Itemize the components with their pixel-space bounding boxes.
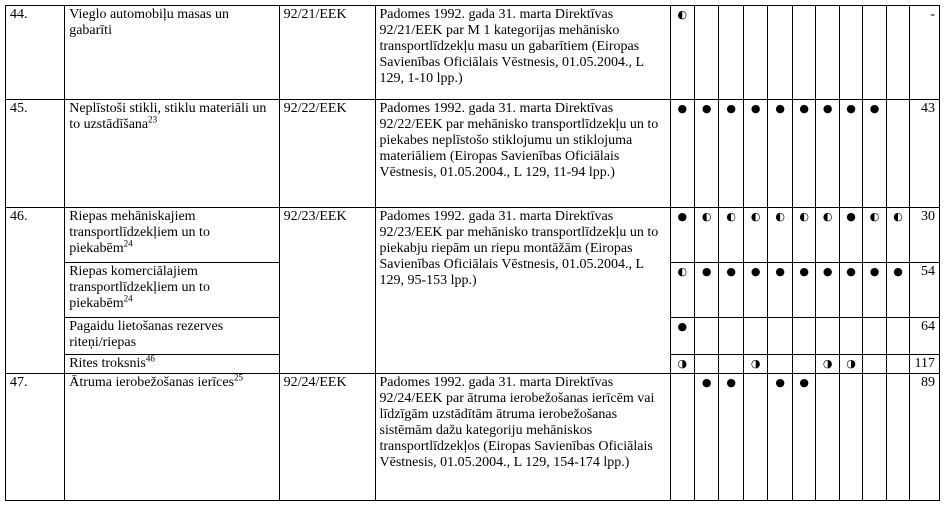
page-number: - bbox=[910, 6, 940, 100]
category-mark: ● bbox=[792, 263, 815, 318]
subject-text: Neplīstoši stikli, stiklu materiāli un to uzstādīšana bbox=[69, 101, 267, 132]
category-mark bbox=[863, 6, 886, 100]
category-mark bbox=[768, 6, 792, 100]
category-mark bbox=[886, 6, 909, 100]
subject-cell bbox=[65, 355, 279, 374]
directive-reference: Padomes 1992. gada 31. marta Direktīvas 92/22/EEK par mehānisko transportlīdzekļu un to piekabes neplīstošo stiklojumu un stiklojuma materiāliem (Eiropas Savienības Oficiālais Vēstnesis, 01.05.2004., L 129, 11-94 lpp.) bbox=[375, 100, 670, 208]
row-number: 46. bbox=[6, 208, 65, 374]
category-mark bbox=[816, 374, 839, 501]
category-mark bbox=[743, 318, 767, 355]
page-number: 54 bbox=[910, 263, 940, 318]
category-mark: ● bbox=[719, 100, 743, 208]
category-mark: ◐ bbox=[863, 208, 886, 263]
category-mark bbox=[670, 374, 694, 501]
subject-text: Riepas mehāniskajiem transportlīdzekļiem un to piekabēm bbox=[69, 209, 210, 256]
category-mark: ● bbox=[768, 263, 792, 318]
category-mark bbox=[719, 355, 743, 374]
directive-reference: Padomes 1992. gada 31. marta Direktīvas 92/24/EEK par ātruma ierobežošanas ierīcēm vai līdzīgām uzstādītām ātruma ierobežošanas sistēmām dažu kategoriju mehāniskos transportlīdzekļos (Eiropas Savienības Oficiālais Vēstnesis, 01.05.2004., L 129, 154-174 lpp.) bbox=[375, 374, 670, 501]
category-mark bbox=[792, 355, 815, 374]
subject-text: Pagaidu lietošanas rezerves riteņi/riepas bbox=[69, 319, 224, 350]
category-mark: ● bbox=[839, 100, 862, 208]
directive-reference: Padomes 1992. gada 31. marta Direktīvas 92/23/EEK par mehānisko transportlīdzekļu un to piekabju riepām un riepu montāžām (Eiropas Savienības Oficiālais Vēstnesis, 01.05.2004., L 129, 95-153 lpp.) bbox=[375, 208, 670, 374]
category-mark bbox=[839, 6, 862, 100]
category-mark: ◐ bbox=[670, 263, 694, 318]
category-mark: ● bbox=[863, 100, 886, 208]
category-mark bbox=[719, 318, 743, 355]
row-number: 47. bbox=[6, 374, 65, 501]
category-mark bbox=[792, 6, 815, 100]
category-mark: ● bbox=[670, 208, 694, 263]
category-mark bbox=[719, 6, 743, 100]
row-number: 44. bbox=[6, 6, 65, 100]
category-mark: ◑ bbox=[839, 355, 862, 374]
subject-cell bbox=[65, 374, 279, 501]
subject-cell bbox=[65, 263, 279, 318]
category-mark: ◑ bbox=[816, 355, 839, 374]
category-mark: ● bbox=[886, 263, 909, 318]
subject-cell bbox=[65, 208, 279, 263]
category-mark bbox=[792, 318, 815, 355]
footnote-ref: 24 bbox=[123, 293, 133, 304]
category-mark: ● bbox=[768, 100, 792, 208]
category-mark: ◐ bbox=[886, 208, 909, 263]
category-mark bbox=[863, 318, 886, 355]
subject-text: Vieglo automobiļu masas un gabarīti bbox=[69, 7, 229, 38]
directive-code: 92/23/EEK bbox=[279, 208, 375, 374]
footnote-ref: 25 bbox=[234, 373, 244, 383]
category-mark bbox=[839, 318, 862, 355]
category-mark: ● bbox=[719, 374, 743, 501]
table-body bbox=[6, 6, 940, 501]
footnote-ref: 46 bbox=[145, 354, 155, 364]
category-mark bbox=[816, 6, 839, 100]
subject-text: Ātruma ierobežošanas ierīces bbox=[69, 375, 235, 390]
directive-reference: Padomes 1992. gada 31. marta Direktīvas 92/21/EEK par M 1 kategorijas mehānisko transportlīdzekļu masu un gabarītiem (Eiropas Savienības Oficiālais Vēstnesis, 01.05.2004., L 129, 1-10 lpp.) bbox=[375, 6, 670, 100]
category-mark: ● bbox=[719, 263, 743, 318]
page-number: 64 bbox=[910, 318, 940, 355]
category-mark: ● bbox=[816, 100, 839, 208]
category-mark: ● bbox=[792, 374, 815, 501]
table-row bbox=[6, 100, 940, 208]
directive-code: 92/24/EEK bbox=[279, 374, 375, 501]
category-mark: ● bbox=[816, 263, 839, 318]
category-mark bbox=[863, 374, 886, 501]
category-mark: ● bbox=[743, 263, 767, 318]
subject-cell bbox=[65, 318, 279, 355]
page-number: 117 bbox=[910, 355, 940, 374]
category-mark bbox=[886, 100, 909, 208]
category-mark: ◐ bbox=[816, 208, 839, 263]
footnote-ref: 24 bbox=[123, 238, 133, 249]
category-mark: ◐ bbox=[694, 208, 718, 263]
footnote-ref: 23 bbox=[148, 114, 158, 125]
category-mark: ◐ bbox=[670, 6, 694, 100]
category-mark bbox=[816, 318, 839, 355]
category-mark bbox=[839, 374, 862, 501]
table-row bbox=[6, 374, 940, 501]
category-mark bbox=[694, 6, 718, 100]
category-mark: ● bbox=[694, 263, 718, 318]
category-mark: ◑ bbox=[743, 355, 767, 374]
category-mark: ◐ bbox=[768, 208, 792, 263]
directive-code: 92/22/EEK bbox=[279, 100, 375, 208]
category-mark bbox=[768, 355, 792, 374]
page-number: 43 bbox=[910, 100, 940, 208]
category-mark: ● bbox=[863, 263, 886, 318]
subject-text: Rites troksnis bbox=[69, 356, 146, 371]
category-mark bbox=[886, 318, 909, 355]
category-mark: ◐ bbox=[792, 208, 815, 263]
page-number: 89 bbox=[910, 374, 940, 501]
category-mark: ● bbox=[743, 100, 767, 208]
table-row bbox=[6, 208, 940, 263]
directive-table bbox=[5, 5, 940, 501]
row-number: 45. bbox=[6, 100, 65, 208]
category-mark bbox=[768, 318, 792, 355]
category-mark: ● bbox=[670, 318, 694, 355]
category-mark bbox=[863, 355, 886, 374]
category-mark: ◑ bbox=[670, 355, 694, 374]
subject-cell bbox=[65, 100, 279, 208]
table-row bbox=[6, 6, 940, 100]
category-mark: ● bbox=[839, 263, 862, 318]
category-mark: ● bbox=[839, 208, 862, 263]
category-mark: ● bbox=[670, 100, 694, 208]
category-mark bbox=[694, 355, 718, 374]
directive-code: 92/21/EEK bbox=[279, 6, 375, 100]
category-mark bbox=[886, 374, 909, 501]
category-mark: ● bbox=[792, 100, 815, 208]
subject-text: Riepas komerciālajiem transportlīdzekļiem un to piekabēm bbox=[69, 264, 210, 311]
category-mark bbox=[743, 6, 767, 100]
category-mark: ◐ bbox=[719, 208, 743, 263]
subject-cell bbox=[65, 6, 279, 100]
category-mark: ● bbox=[694, 100, 718, 208]
page-number: 30 bbox=[910, 208, 940, 263]
category-mark: ● bbox=[768, 374, 792, 501]
category-mark bbox=[694, 318, 718, 355]
category-mark bbox=[886, 355, 909, 374]
category-mark bbox=[743, 374, 767, 501]
category-mark: ◐ bbox=[743, 208, 767, 263]
category-mark: ● bbox=[694, 374, 718, 501]
